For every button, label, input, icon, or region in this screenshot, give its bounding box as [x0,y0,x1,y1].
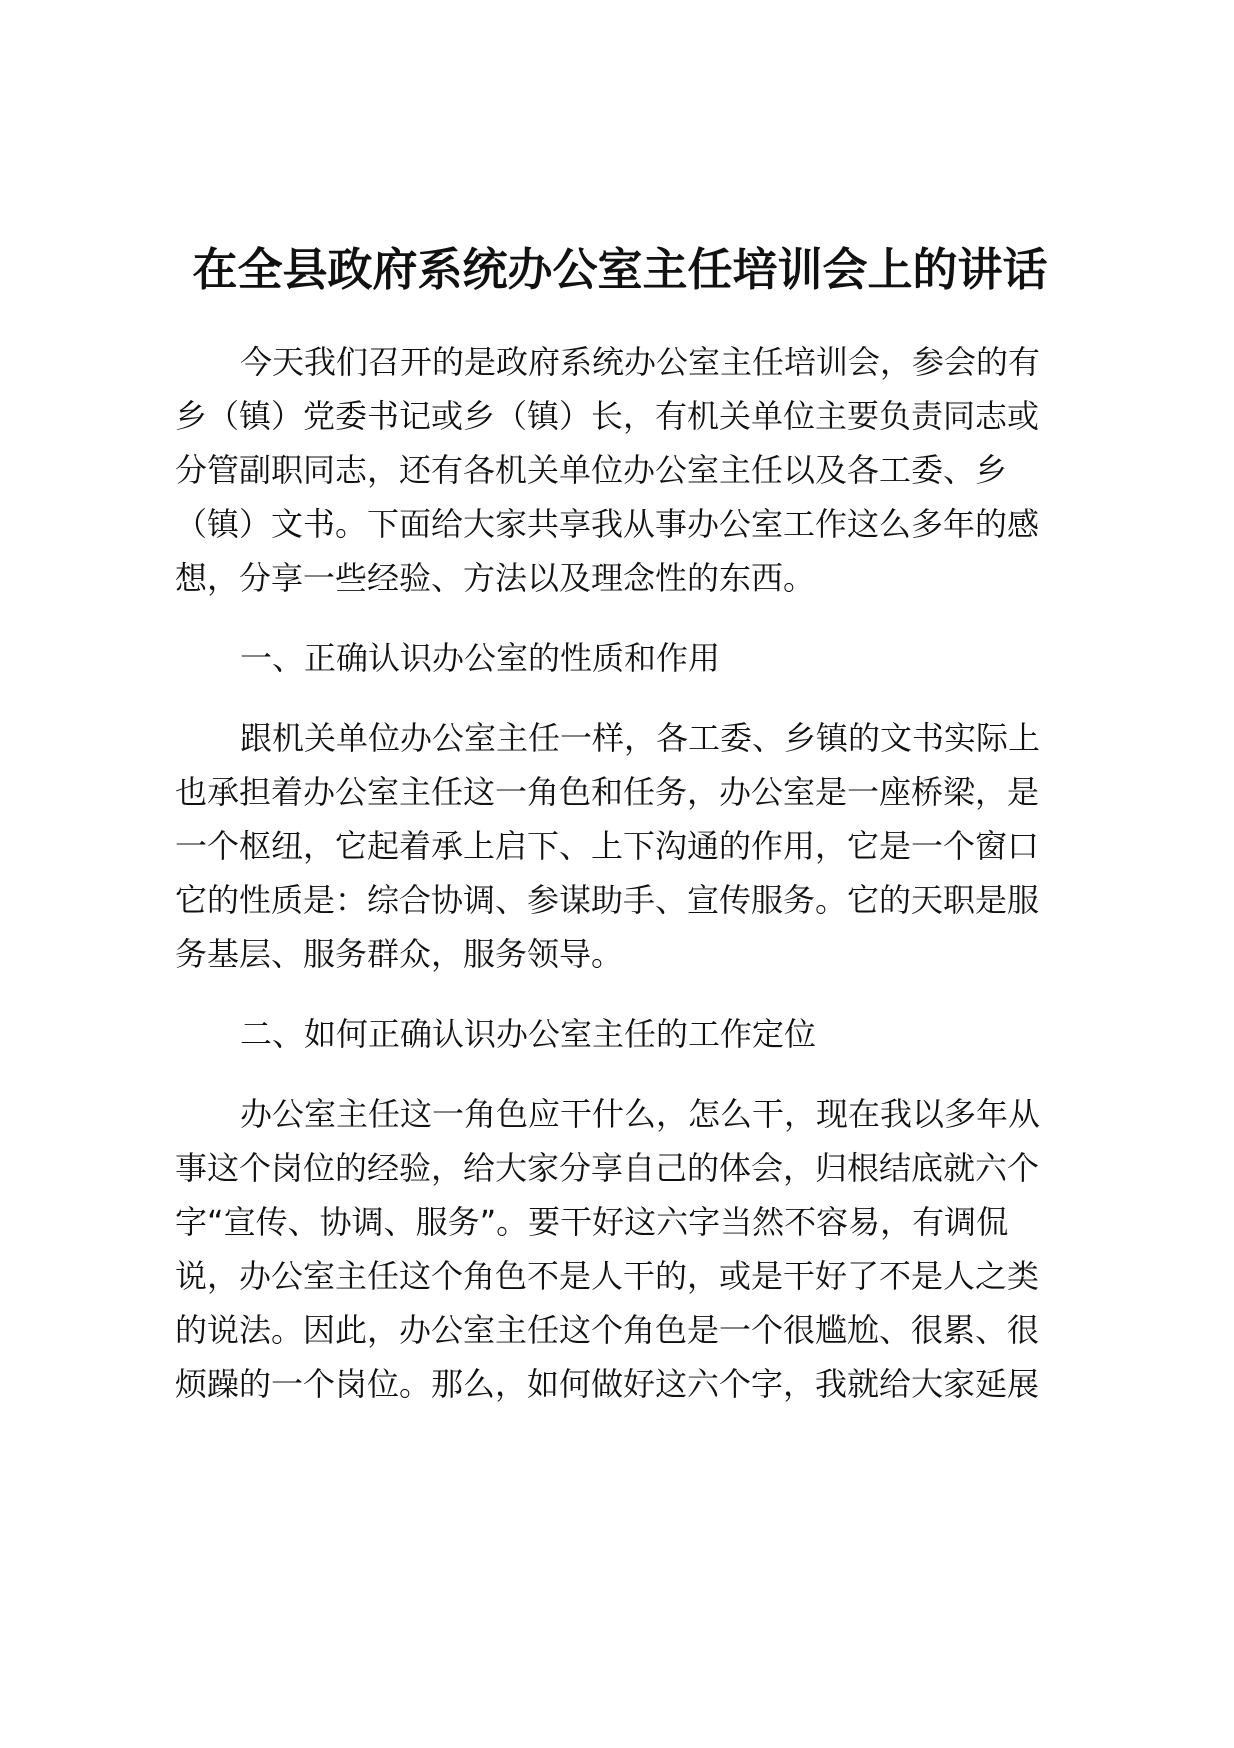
document-title: 在全县政府系统办公室主任培训会上的讲话 [192,243,1048,296]
section-heading-2: 二、如何正确认识办公室主任的工作定位 [240,1015,817,1053]
paragraph-1-line-2: 乡（镇）党委书记或乡（镇）长，有机关单位主要负责同志或 [175,397,1040,435]
paragraph-3-line-1: 办公室主任这一角色应干什么，怎么干，现在我以多年从 [240,1095,1041,1133]
paragraph-2-line-3: 一个枢纽，它起着承上启下、上下沟通的作用，它是一个窗口 [175,827,1040,865]
paragraph-3-line-3: 字“宣传、协调、服务”。要干好这六字当然不容易，有调侃 [175,1203,1009,1241]
paragraph-1-line-5: 想，分享一些经验、方法以及理念性的东西。 [175,559,816,597]
paragraph-2-line-1: 跟机关单位办公室主任一样，各工委、乡镇的文书实际上 [240,719,1041,757]
paragraph-2-line-4: 它的性质是：综合协调、参谋助手、宣传服务。它的天职是服 [175,881,1040,919]
paragraph-1-line-3: 分管副职同志，还有各机关单位办公室主任以及各工委、乡 [175,451,1008,489]
paragraph-3-line-2: 事这个岗位的经验，给大家分享自己的体会，归根结底就六个 [175,1149,1040,1187]
paragraph-2-line-2: 也承担着办公室主任这一角色和任务，办公室是一座桥梁，是 [175,773,1040,811]
paragraph-1-line-1: 今天我们召开的是政府系统办公室主任培训会，参会的有 [240,343,1041,381]
paragraph-3-line-5: 的说法。因此，办公室主任这个角色是一个很尴尬、很累、很 [175,1311,1040,1349]
paragraph-1-line-4: （镇）文书。下面给大家共享我从事办公室工作这么多年的感 [175,505,1040,543]
paragraph-3-line-4: 说，办公室主任这个角色不是人干的，或是干好了不是人之类 [175,1257,1040,1295]
section-heading-1: 一、正确认识办公室的性质和作用 [240,639,721,677]
paragraph-2-line-5: 务基层、服务群众，服务领导。 [175,935,624,973]
document-body [175,342,1087,1404]
paragraph-3-line-6: 烦躁的一个岗位。那么，如何做好这六个字，我就给大家延展 [175,1365,1040,1403]
